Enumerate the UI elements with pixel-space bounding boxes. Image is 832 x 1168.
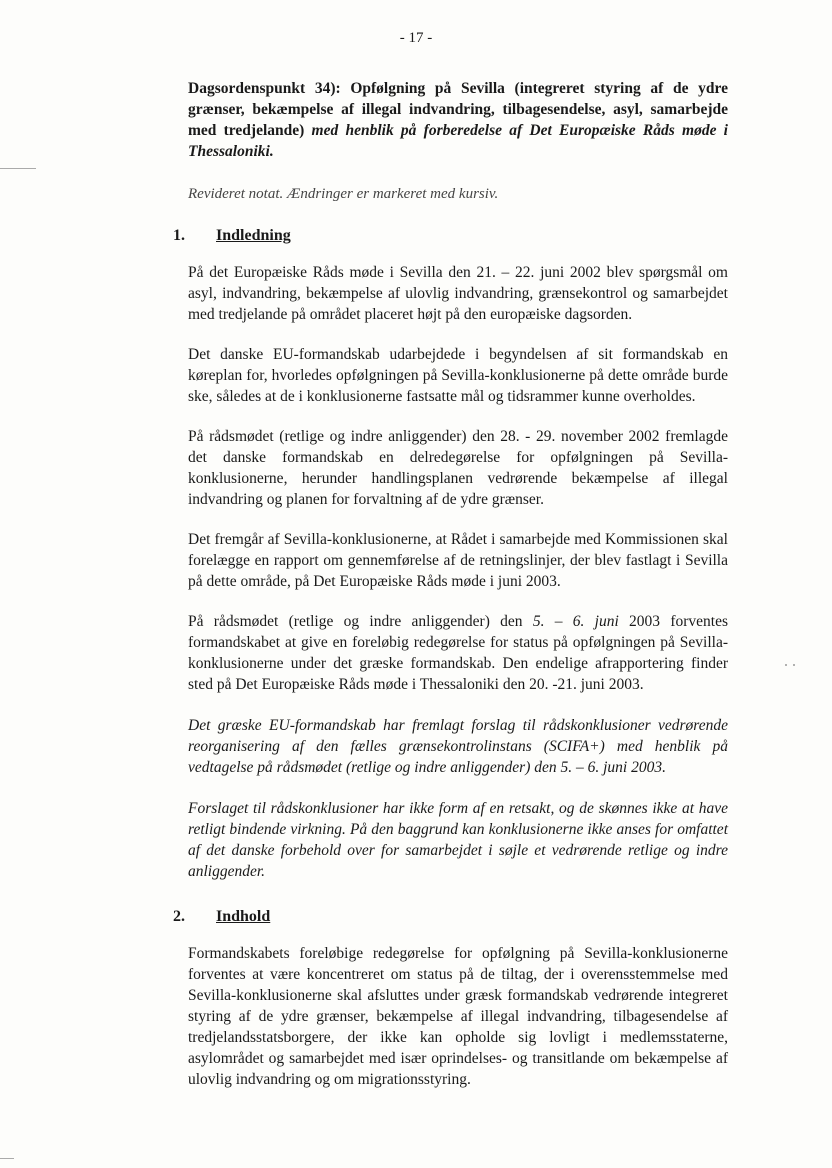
section-number: 1. [173,227,185,244]
paragraph-text: 2003 forventes formandskabet at give en foreløbig redegørelse for status på opfølgningen på Sevilla-konklusionerne under det græske formandskab. Den endelige afrapportering finder sted på Det Europæiske Råds møde i Thessaloniki den 20. -21. juni 2003. [188,613,728,693]
agenda-title-purpose: med henblik på forberedelse af Det Europæiske Råds møde i Thessaloniki. [188,122,728,160]
paragraph-revised: Det græske EU-formandskab har fremlagt forslag til rådskonklusioner vedrørende reorganisering af den fælles grænsekontrolinstans (SCIFA+) med henblik på vedtagelse på rådsmødet (retlige og indre anliggender) den 5. – 6. juni 2003. [188,717,728,776]
document-body [173,78,728,1090]
scan-dot [793,664,795,666]
section-heading-content [173,906,728,927]
section-number: 2. [173,908,185,925]
section-title: Indhold [216,908,271,925]
revised-note: Revideret notat. Ændringer er markeret med kursiv. [188,186,499,202]
section-title: Indledning [216,227,291,244]
paragraph: Det danske EU-formandskab udarbejdede i begyndelsen af sit formandskab en køreplan for, hvorledes opfølgningen på Sevilla-konklusionerne på dette område burde ske, således at de i konklusionerne fastsatte mål og tidsrammer kunne overholdes. [188,346,728,405]
paragraph: På det Europæiske Råds møde i Sevilla den 21. – 22. juni 2002 blev spørgsmål om asyl, indvandring, bekæmpelse af ulovlig indvandring, grænsekontrol og samarbejdet med tredjelande på området placeret højt på den europæiske dagsorden. [188,264,728,323]
paragraph: På rådsmødet (retlige og indre anliggender) den 28. - 29. november 2002 fremlagde det danske formandskab en delredegørelse for opfølgningen på Sevilla-konklusionerne, herunder handlingsplanen vedrørende bekæmpelse af illegal indvandring og planen for forvaltning af de ydre grænser. [188,428,728,508]
paragraph-text: På rådsmødet (retlige og indre anliggender) den [188,613,533,630]
paragraph-revised: Forslaget til rådskonklusioner har ikke form af en retsakt, og de skønnes ikke at have retligt bindende virkning. På den baggrund kan konklusionerne ikke anses for omfattet af det danske forbehold over for samarbejdet i søjle et vedrørende retlige og indre anliggender. [188,800,728,880]
paragraph-date-changed: 5. – 6. juni [532,613,619,630]
section-heading-introduction [173,225,728,246]
paragraph [188,611,728,695]
agenda-title [188,78,728,162]
paragraph: Det fremgår af Sevilla-konklusionerne, at Rådet i samarbejde med Kommissionen skal forelægge en rapport om gennemførelse af de retningslinjer, der blev fastlagt i Sevilla på dette område, på Det Europæiske Råds møde i juni 2003. [188,531,728,590]
scan-dot [785,664,787,666]
page-number: - 17 - [399,30,433,46]
agenda-title-main: Dagsordenspunkt 34): Opfølgning på Sevilla (integreret styring af de ydre grænser, bekæmpelse af illegal indvandring, tilbagesendelse, asyl, samarbejde med tredjelande) [188,80,728,139]
scan-mark [0,1158,14,1159]
paragraph: Formandskabets foreløbige redegørelse for opfølgning på Sevilla-konklusionerne forventes at være koncentreret om status på de tiltag, der i overensstemmelse med Sevilla-konklusionerne skal afsluttes under græsk formandskab vedrørende integreret styring af de ydre grænser, bekæmpelse af illegal indvandring, tilbagesendelse af tredjelandsstatsborgere, der ikke kan opholde sig lovligt i medlemsstaterne, asylområdet og samarbejdet med især oprindelses- og transitlande om bekæmpelse af ulovlig indvandring og om migrationsstyring. [188,945,728,1088]
scan-mark [0,168,36,169]
